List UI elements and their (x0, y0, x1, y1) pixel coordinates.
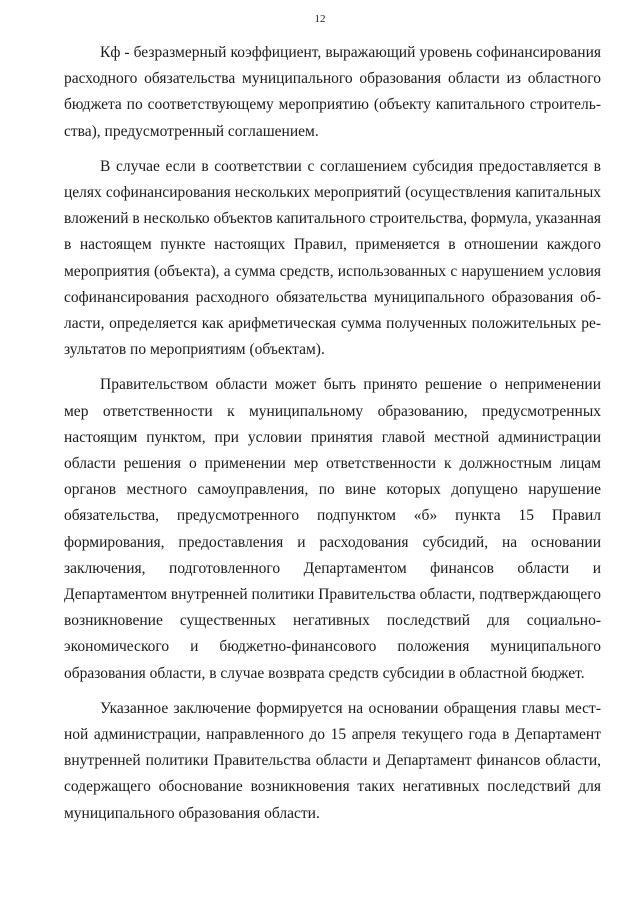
page-number: 12 (314, 13, 326, 25)
document-body (64, 40, 601, 827)
paragraph-multiple-measures: В случае если в соответствии с соглашением субсидия предоставляется в целях софинансирования нескольких мероприятий (осуществления капитальных вложений в несколько объектов капитального строительства, формула, указанная в настоящем пункте настоящих Правил, применяется в отношении каждого мероприятия (объекта), а сумма средств, использованных с нарушением условия софинансирования расходного обязательства муниципального образования области, определяется как арифметическая сумма полученных положительных результатов по мероприятиям (объектам). (64, 157, 601, 359)
paragraph-government-decision: Правительством области может быть принято решение о неприменении мер ответственности к муниципальному образованию, предусмотренных настоящим пунктом, при условии принятия главой местной администрации области решения о применении мер ответственности к должностным лицам органов местного самоуправления, по вине которых допущено нарушение обязательства, предусмотренного подпунктом «б» пункта 15 Правил формирования, предоставления и расходования субсидий, на основании заключения, подготовленного Департаментом финансов области и Департаментом внутренней политики Правительства области, подтверждающего возникновение существенных негативных последствий для социально-экономического и бюджетно-финансового положения муниципального образования области, в случае возврата средств субсидии в областной бюджет. (64, 376, 601, 682)
paragraph-coefficient-definition: Кф - безразмерный коэффициент, выражающий уровень софинансирования расходного обязательства муниципального образования области из областного бюджета по соответствующему мероприятию (объекту капитального строительства), предусмотренный соглашением. (64, 44, 601, 140)
paragraph-conclusion-formation: Указанное заключение формируется на основании обращения главы местной администрации, направленного до 15 апреля текущего года в Департамент внутренней политики Правительства области и Департамент финансов области, содержащего обоснование возникновения таких негативных последствий для муниципального образования области. (64, 699, 601, 822)
